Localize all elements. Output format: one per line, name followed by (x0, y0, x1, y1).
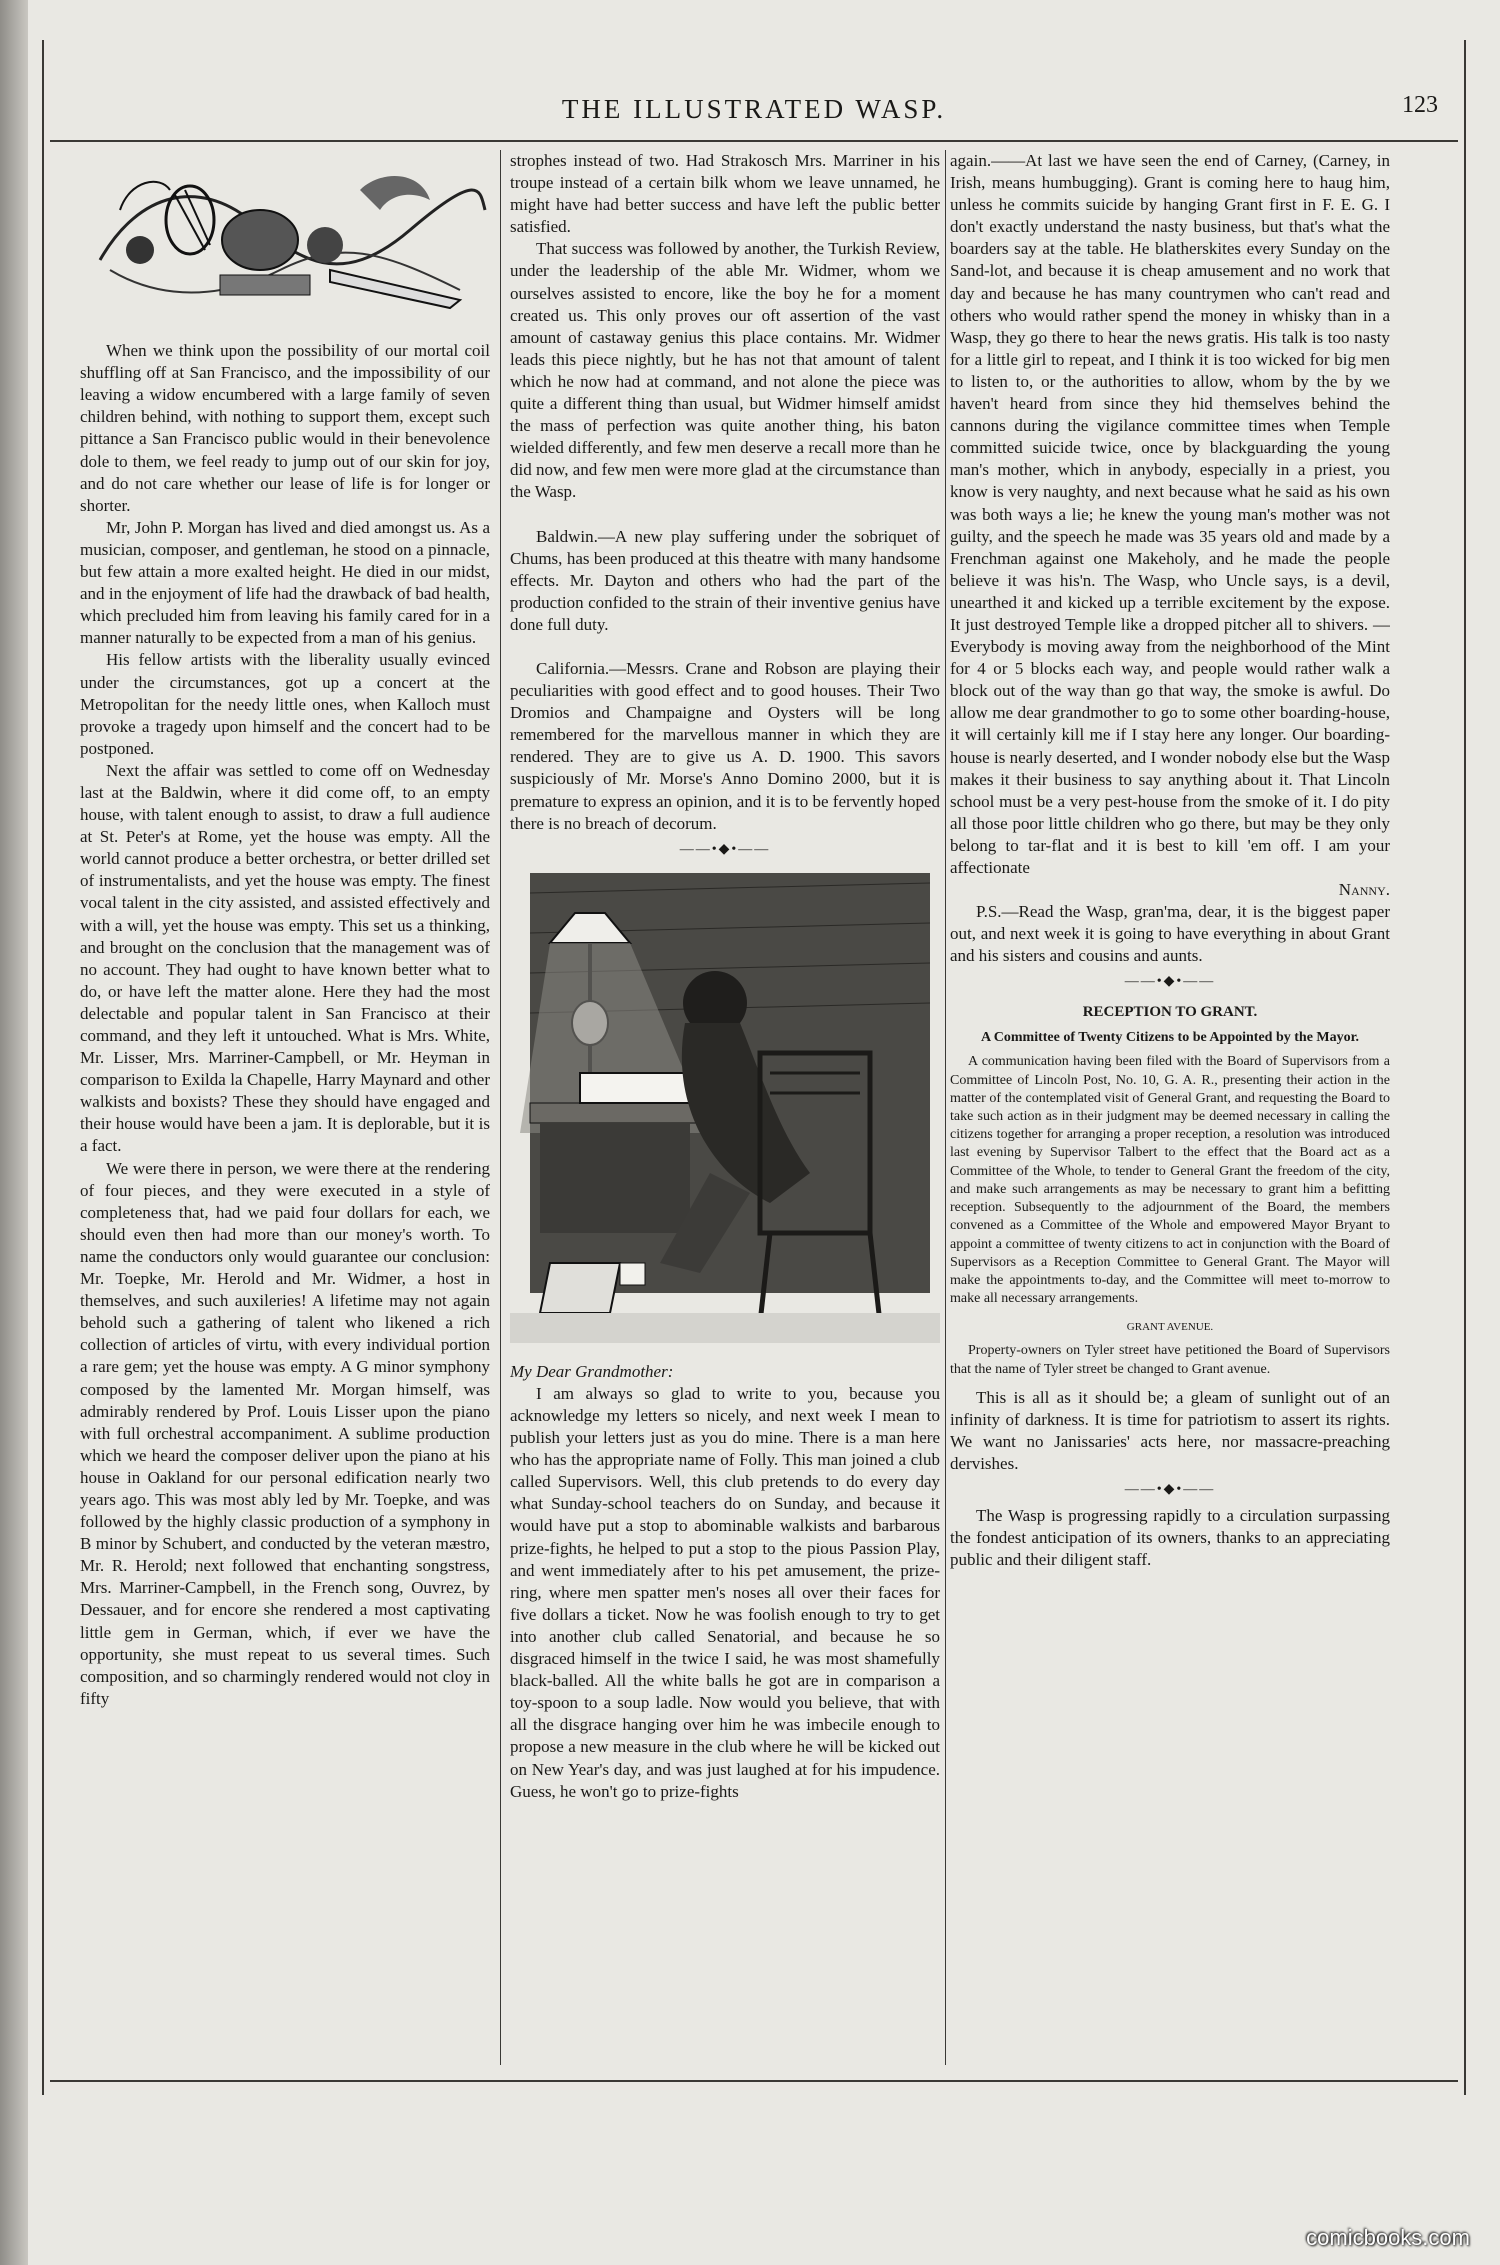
column-rule (500, 150, 501, 2065)
page-header (50, 80, 1458, 142)
masthead: THE ILLUSTRATED WASP. (561, 94, 947, 124)
theatre-note-california: California.—Messrs. Crane and Robson are playing their peculiarities with good effect and to good houses. Their Two Dromios and Champaigne and Oysters will be long remembered for the marvellous manner in which they are rendered. They are to give us A. D. 1900. This savors suspiciously of Mr. Morse's Anno Domino 2000, but it is premature to express an opinion, and it is to be fervently hoped there is no breach of decorum. (510, 658, 940, 833)
closing-note: The Wasp is progressing rapidly to a circulation surpassing the fondest anticipation of its owners, thanks to an appreciating public and their diligent staff. (950, 1506, 1390, 1570)
column-rule (945, 150, 946, 2065)
subsection-heading: GRANT AVENUE. (1126, 1321, 1214, 1334)
bottom-rule (50, 2080, 1458, 2082)
watermark: comicbooks.com (1306, 2225, 1470, 2250)
editorial-comment: This is all as it should be; a gleam of sunlight out of an infinity of darkness. It is time for patriotism to assert its rights. We want no Janissaries' acts here, nor massacre-preaching dervishes. (950, 1387, 1390, 1473)
girl-reading-engraving (510, 873, 940, 1343)
paragraph: Next the affair was settled to come off on Wednesday last at the Baldwin, where it did come off, to an empty house, with talent enough to assist, to draw a full audience at St. Peter's at Rome, yet the house was empty. All the world cannot produce a better orchestra, or better drilled set of instrumentalists, and yet the house was empty. The finest vocal talent in the city assisted, and assisted effectively and with a will, yet the house was empty. This set us a thinking, and brought on the conclusion that the management was of no account. They had ought to have known better what to do, or have left the matter alone. Here they had the most delectable and popular talent in San Francisco at their command, and they left it untouched. What is Mrs. White, Mr. Lisser, Mrs. Marriner-Campbell, or Mr. Heyman in comparison to Exilda la Chapelle, Harry Maynard and other walkists and boxists? These they should have engaged and their house would have been a jam. It is deplorable, but it is a fact. (80, 760, 490, 1156)
section-divider: ——•◆•—— (1124, 974, 1216, 990)
article-subheadline: A Committee of Twenty Citizens to be Appointed by the Mayor. (980, 1030, 1360, 1046)
paragraph: A communication having been filed with the Board of Supervisors from a Committee of Lincoln Post, No. 10, G. A. R., presenting their action in the matter of the contemplated visit of General Grant, and requesting the Board to take such action as in their judgment may be deemed necessary in calling the citizens together for arranging a proper reception, a resolution was introduced last evening by Supervisor Talbert to the effect that the Board act as a Committee of the Whole, to tender to General Grant the freedom of the city, and make such arrangements as may be necessary to grant him a befitting reception. Subsequently to the adjournment of the Board, the members convened as a Committee of the Whole and empowered Mayor Bryant to appoint a committee of twenty citizens to act in conjunction with the Board of Supervisors as a Reception Committee to General Grant. The Mayor will make the appointments to-day, and the Committee will meet to-morrow to make all necessary arrangements. (950, 1054, 1390, 1307)
column-2 (510, 150, 940, 2065)
letter-continued: again.——At last we have seen the end of Carney, (Carney, in Irish, means humbugging). Grant is coming here to haug him, unless he commits suicide by hanging Grant first in F. E. G. I don't exactly understand the nasty business, but that's what the boarders say at the table. He blatherskites every Sunday on the Sand-lot, and because it is cheap amusement and no work that day and because he has many countrymen who can't read and others who would rather spend the money in whisky than in a Wasp, they go there to hear the news gratis. His talk is too nasty for a little girl to repeat, and I think it is too wicked for big men to listen to, or the authorities to allow, whom by the by we haven't heard from since they hid themselves behind the cannons during the vigilance committee times when Temple committed suicide twice, once by blackguarding the young man's mother, which in anybody, especially in a priest, you know is very naughty, and next because what he said as his own was both ways a lie; he knew the young man's mother was not guilty, and the speech he made was 35 years old and made by a Frenchman against one Makeholy, and he made the people believe it was his'n. The Wasp, who Uncle says, is a devil, unearthed it and kicked up a terrible excitement by the expose. It just destroyed Temple like a dropped pitcher all to shivers. —Everybody is moving away from the neighborhood of the Mint for 4 or 5 blocks each way, and people would rather walk a block out of the way than go that way, the smoke is awful. Do allow me dear grandmother to go to some other boarding-house, it will certainly kill me if I stay here any longer. Our boarding-house is nearly deserted, and I wonder nobody else but the Wasp makes it their business to say anything about it. That Lincoln school must be a very pest-house from the smoke of it. I do pity all those poor little children who go there, but may be they only belong to tar-flat and it is best to kill 'em off. I am your affectionate (950, 151, 1390, 877)
signature: Nanny. (1338, 880, 1390, 900)
letter-salutation: My Dear Grandmother: (510, 1361, 674, 1381)
column-3 (950, 150, 1390, 2065)
paragraph: Mr, John P. Morgan has lived and died amongst us. As a musician, composer, and gentleman, he stood on a pinnacle, but few attain a more exalted height. He died in our midst, and in the enjoyment of life had the drawback of bad health, which precluded him from leaving his family cared for in a manner naturally to be expected from a man of his genius. (80, 517, 490, 648)
column-1 (80, 150, 490, 2065)
paragraph: When we think upon the possibility of our mortal coil shuffling off at San Francisco, and the impossibility of our leaving a widow encumbered with a large family of seven children behind, with nothing to support them, except such pittance a San Francisco public would in their benevolence dole to them, we feel ready to jump out of our skin for joy, and do not care whether our lease of life is for longer or shorter. (80, 341, 490, 515)
page-binding-shadow (0, 0, 28, 2265)
paragraph: That success was followed by another, the Turkish Review, under the leadership of the able Mr. Widmer, whom we ourselves assisted to encore, like the boy he for a moment created us. This only proves our oft assertion of the vast amount of castaway genius this place contains. Mr. Widmer leads this piece nightly, but he has not that amount of talent which he now had at command, and not alone the piece was quite a different thing than usual, but Widmer himself amidst the mass of perfection was quite another thing, his baton wielded differently, and few men deserve a recall more than he did now, and few men were more glad at the circumstance than the Wasp. (510, 239, 940, 502)
section-divider: ——•◆•—— (1124, 1482, 1216, 1498)
page-number: 123 (1402, 92, 1438, 118)
spacer (510, 636, 940, 658)
paragraph: We were there in person, we were there at the rendering of four pieces, and they were executed in a style of completeness that, had we paid four dollars for each, we should even then had more than our money's worth. To name the conductors only would guarantee our conclusion: Mr. Toepke, Mr. Herold and Mr. Widmer, a host in themselves, and such auxileries! A lifetime may not again behold such a gathering of talent who likened a rich collection of articles of virtu, with every individual portion a rare gem; yet the house was empty. A G minor symphony composed by the lamented Mr. Morgan himself, was admirably rendered by Prof. Louis Lisser upon the piano with full orchestral accompaniment. A sublime production which we heard the composer deliver upon the piano at his house in Oakland for our personal edification nearly two years ago. This was most ably led by Mr. Toepke, and was followed by the highly classic production of a symphony in B minor by Schubert, and conducted by the veteran mæstro, Mr. R. Herold; next followed that enchanting songstress, Mrs. Marriner-Campbell, in the French song, Ouvrez, by Dessauer, and for encore she rendered a most captivating little gem in German, which, if ever we have the opportunity, she must repeat to us several times. Such composition, and so charmingly rendered would not cloy in fifty (80, 1158, 490, 1708)
paragraph: strophes instead of two. Had Strakosch Mrs. Marriner in his troupe instead of a certain bilk whom we leave unnamed, he might have had better success and have left the public better satisfied. (510, 151, 940, 237)
section-divider: ——•◆•—— (679, 841, 771, 857)
spacer (950, 1379, 1390, 1387)
decorative-vignette-illustration (80, 150, 490, 320)
article-headline: RECEPTION TO GRANT. (1082, 1004, 1258, 1021)
letter-body: I am always so glad to write to you, because you acknowledge my letters so nicely, and next week I mean to publish your letters just as you do mine. There is a man here who has the appropriate name of Folly. This man joined a club called Supervisors. Well, this club pretends to do every day what Sunday-school teachers do on Sunday, and because it would have put a stop to abominable walkists and barbarous prize-fights, he helped to put a stop to the pious Passion Play, and went immediately after to his pet amusement, the prize-ring, where men spatter men's noses all over their faces for five dollars a ticket. Now he was foolish enough to try to get into another club called Senatorial, and because he so disgraced himself in the twice I said, he was most shamefully black-balled. All the white balls he got are in comparison a toy-spoon to a soup ladle. Now would you believe, that with all the disgrace hanging over him he was imbecile enough to propose a new measure in the club where he will be kicked out on New Year's day, and was just laughed at for his impudence. Guess, he won't go to prize-fights (510, 1383, 940, 1801)
theatre-note-baldwin: Baldwin.—A new play suffering under the sobriquet of Chums, has been produced at this theatre with many handsome effects. Mr. Dayton and others who had the part of the production confided to the strain of their inventive genius have done full duty. (510, 526, 940, 634)
letter-signature-line (950, 879, 1390, 901)
letter-postscript: P.S.—Read the Wasp, gran'ma, dear, it is the biggest paper out, and next week it is going to have everything in about Grant and his sisters and cousins and aunts. (950, 902, 1390, 966)
paragraph: Property-owners on Tyler street have petitioned the Board of Supervisors that the name of Tyler street be changed to Grant avenue. (950, 1343, 1390, 1377)
spacer (510, 504, 940, 526)
article-body (950, 1053, 1390, 1378)
paragraph: His fellow artists with the liberality usually evinced under the circumstances, got up a concert at the Metropolitan for the needy little ones, when Kalloch must provoke a tragedy upon himself and the concert had to be postponed. (80, 650, 490, 758)
